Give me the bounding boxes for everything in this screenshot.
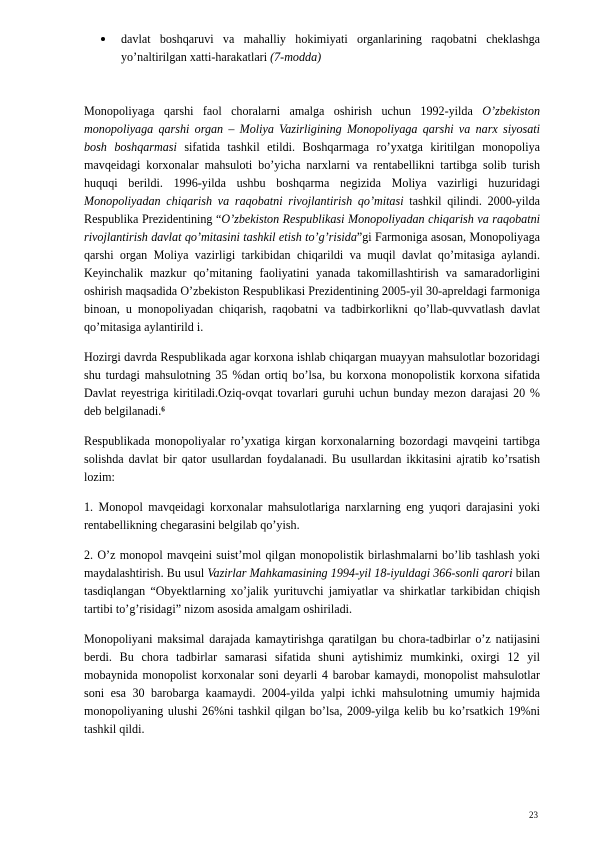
paragraph-5: 2. O’z monopol mavqeini suist’mol qilgan monopolistik birlashmalarni bo’lib tashlash yoki maydalashtirish. Bu usul Vazirlar Mahkamasining 1994-yil 18-iyuldagi 366-sonli qarori bilan tasdiqlangan “Obyektlarning xo’jalik yurituvchi jamiyatlar va shirkatlar tarkibidan chiqish tartibi to’g’risidagi” nizom asosida amalgam oshiriladi. xyxy=(84,548,540,616)
bullet-list-item xyxy=(84,30,540,66)
footnote-mark: ⁶ xyxy=(161,404,165,418)
page-number: 23 xyxy=(529,810,538,820)
document-page xyxy=(84,30,540,738)
paragraph-4: 1. Monopol mavqeidagi korxonalar mahsulotlariga narxlarning eng yuqori darajasini yoki rentabellikning chegarasini belgilab qo’yish. xyxy=(84,500,540,532)
paragraph-3: Respublikada monopoliyalar ro’yxatiga kirgan korxonalarning bozordagi mavqeini tartibga solishda davlat bir qator usullardan foydalanadi. Bu usullardan ikkitasini ajratib ko’rsatish lozim: xyxy=(84,434,540,484)
paragraph-1: Monopoliyaga qarshi faol choralarni amalga oshirish uchun 1992-yilda O’zbekiston monopoliyaga qarshi organ – Moliya Vazirligining Monopoliyaga qarshi va narx siyosati bosh boshqarmasi sifatida tashkil etildi. Boshqarmaga ro’yxatga kiritilgan monopoliya mavqeidagi korxonalar mahsuloti bo’yicha narxlarni va rentabellikni tartibga solib turish huquqi berildi. 1996-yilda ushbu boshqarma negizida Moliya vazirligi huzuridagi Monopoliyadan chiqarish va raqobatni rivojlantirish qo’mitasi tashkil qilindi. 2000-yilda Respublika Prezidentining “O’zbekiston Respublikasi Monopoliyadan chiqarish va raqobatni rivojlantirish davlat qo’mitasini tashkil etish to’g’risida”gi Farmoniga asosan, Monopoliyaga qarshi organ Moliya vazirligi tarkibidan chiqarildi va muqil davlat qo’mitasiga aylandi. Keyinchalik mazkur qo’mitaning faoliyatini yanada takomillashtirish va samaradorligini oshirish maqsadida O’zbekiston Respublikasi Prezidentining 2005-yil 30-apreldagi farmoniga binoan, u monopoliyadan chiqarish, raqobatni va tadbirkorlikni qo’llab-quvvatlash davlat qo’mitasiga aylantirild i. xyxy=(84,104,541,334)
paragraph-2: Hozirgi davrda Respublikada agar korxona ishlab chiqargan muayyan mahsulotlar bozoridagi shu turdagi mahsulotning 35 %dan ortiq bo’lsa, bu korxona monopolistik korxona sifatida Davlat reyestriga kiritiladi.Oziq-ovqat tovarlari guruhi uchun bunday mezon darajasi 20 % deb belgilanadi.⁶ xyxy=(84,350,540,418)
paragraph-6: Monopoliyani maksimal darajada kamaytirishga qaratilgan bu chora-tadbirlar o’z natijasini berdi. Bu chora tadbirlar samarasi sifatida shuni aytishimiz mumkinki, oxirgi 12 yil mobaynida monopolist korxonalar soni deyarli 4 barobar kamaydi, monopolist mahsulotlar soni esa 30 barobarga kaamaydi. 2004-yilda yalpi ichki mahsulotning umumiy hajmida monopoliyaning ulushi 26%ni tashkil qilgan bo’lsa, 2009-yilga kelib bu ko’rsatkich 19%ni tashkil qildi. xyxy=(84,632,540,736)
bullet-icon xyxy=(101,37,105,41)
bullet-text: davlat boshqaruvi va mahalliy hokimiyati organlarining raqobatni cheklashga yo’naltirilgan xatti-harakatlari (7-modda) xyxy=(121,32,540,64)
article-reference: (7-modda) xyxy=(270,50,322,64)
